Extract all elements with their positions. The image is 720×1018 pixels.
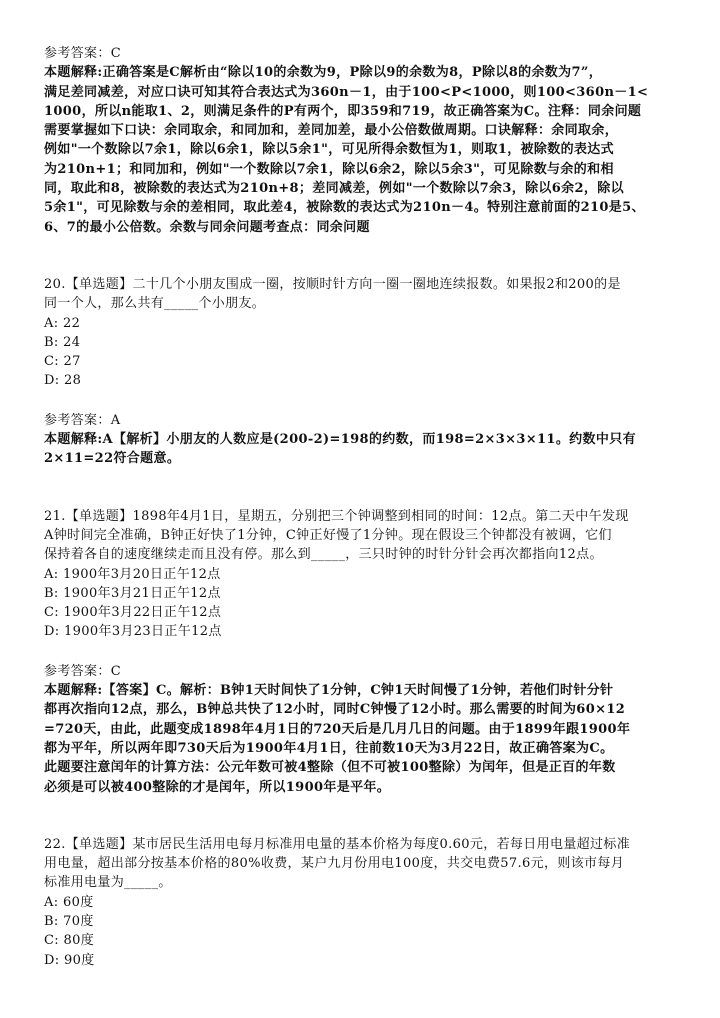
q21-answer: 参考答案：C bbox=[44, 663, 122, 679]
q21-option-a: A: 1900年3月20日正午12点 bbox=[44, 566, 221, 582]
q20-question-line: 同一个人，那么共有_____个小朋友。 bbox=[44, 296, 266, 312]
q22-option-c: C: 80度 bbox=[44, 933, 95, 949]
q21-explanation-line: 此题要注意闰年的计算方法：公元年数可被4整除（但不可被100整除）为闰年，但是正百的年数 bbox=[44, 760, 616, 776]
q21-question-line: A钟时间完全准确，B钟正好快了1分钟，C钟正好慢了1分钟。现在假设三个钟都没有被调，它们 bbox=[44, 527, 612, 543]
q19-explanation-line: 例如"一个数除以7余1，除以6余1，除以5余1"，可见所得余数恒为1，则取1，被除数的表达式 bbox=[44, 142, 615, 158]
q19-explanation-line: 需要掌握如下口诀：余同取余，和同加和，差同加差，最小公倍数做周期。口诀解释：余同取余， bbox=[44, 123, 619, 139]
q20-explanation-line: 2×11=22符合题意。 bbox=[44, 451, 181, 467]
q19-explanation-line: 5余1"，可见除数与余的差相同，取此差4，被除数的表达式为210n－4。特别注意前面的210是5、 bbox=[44, 200, 645, 216]
q22-question-line: 22.【单选题】某市居民生活用电每月标准用电量的基本价格为每度0.60元，若每日用电量超过标准 bbox=[44, 836, 631, 852]
q21-explanation-line: 本题解释:【答案】C。解析：B钟1天时间快了1分钟，C钟1天时间慢了1分钟，若他们时针分针 bbox=[44, 683, 614, 699]
q22-question-line: 标准用电量为_____。 bbox=[44, 875, 172, 891]
q19-explanation-line: 本题解释:正确答案是C解析由“除以10的余数为9，P除以9的余数为8，P除以8的余数为7”， bbox=[44, 65, 603, 81]
q19-explanation-line: 满足差同减差，对应口诀可知其符合表达式为360n－1，由于100<P<1000，则100<360n－1< bbox=[44, 84, 649, 100]
q20-explanation-line: 本题解释:A【解析】小朋友的人数应是(200-2)=198的约数，而198=2×3×3×11。约数中只有 bbox=[44, 432, 636, 448]
q21-option-b: B: 1900年3月21日正午12点 bbox=[44, 585, 221, 601]
q20-question-line: 20.【单选题】二十几个小朋友围成一圈，按顺时针方向一圈一圈地连续报数。如果报2和200的是 bbox=[44, 276, 621, 292]
q21-section bbox=[44, 507, 684, 797]
q21-question-line: 保持着各自的速度继续走而且没有停。那么到_____，三只时钟的时针分针会再次都指向12点。 bbox=[44, 547, 603, 563]
q22-question-line: 用电量，超出部分按基本价格的80%收费，某户九月份用电100度，共交电费57.6元，则该市每月 bbox=[44, 856, 625, 872]
q22-option-a: A: 60度 bbox=[44, 894, 94, 910]
q19-answer: 参考答案：C bbox=[44, 46, 122, 61]
q19-answer-section bbox=[44, 44, 684, 237]
q22-option-b: B: 70度 bbox=[44, 913, 94, 929]
q20-option-b: B: 24 bbox=[44, 334, 81, 350]
q21-option-c: C: 1900年3月22日正午12点 bbox=[44, 605, 222, 621]
q20-option-c: C: 27 bbox=[44, 354, 81, 370]
q19-explanation-line: 同，取此和8，被除数的表达式为210n+8；差同减差，例如"一个数除以7余3，除以6余2，除以 bbox=[44, 181, 624, 197]
q21-explanation-line: 必须是可以被400整除的才是闰年，所以1900年是平年。 bbox=[44, 779, 391, 795]
q21-option-d: D: 1900年3月23日正午12点 bbox=[44, 624, 222, 640]
q20-option-d: D: 28 bbox=[44, 373, 82, 389]
q21-question-line: 21.【单选题】1898年4月1日，星期五，分别把三个钟调整到相同的时间：12点。第二天中午发现 bbox=[44, 508, 629, 524]
q22-section bbox=[44, 835, 684, 970]
q22-option-d: D: 90度 bbox=[44, 952, 95, 968]
q20-answer: 参考答案：A bbox=[44, 412, 121, 428]
document-page bbox=[44, 44, 684, 970]
q20-section bbox=[44, 275, 684, 469]
q21-explanation-line: =720天，由此，此题变成1898年4月1日的720天后是几月几日的问题。由于1899年跟1900年 bbox=[44, 721, 631, 737]
q19-explanation-line: 6、7的最小公倍数。余数与同余问题考查点：同余问题 bbox=[44, 219, 370, 235]
q19-explanation-line: 1000，所以n能取1、2，则满足条件的P有两个，即359和719，故正确答案为C。注释：同余问题 bbox=[44, 103, 642, 119]
q20-option-a: A: 22 bbox=[44, 315, 81, 331]
q21-explanation-line: 都再次指向12点，那么，B钟总共快了12小时，同时C钟慢了12小时。那么需要的时间为60×12 bbox=[44, 702, 626, 718]
q21-explanation-line: 都为平年，所以两年即730天后为1900年4月1日，往前数10天为3月22日，故正确答案为C。 bbox=[44, 740, 614, 756]
q19-explanation-line: 为210n+1；和同加和，例如"一个数除以7余1，除以6余2，除以5余3"，可见除数与余的和相 bbox=[44, 161, 614, 177]
